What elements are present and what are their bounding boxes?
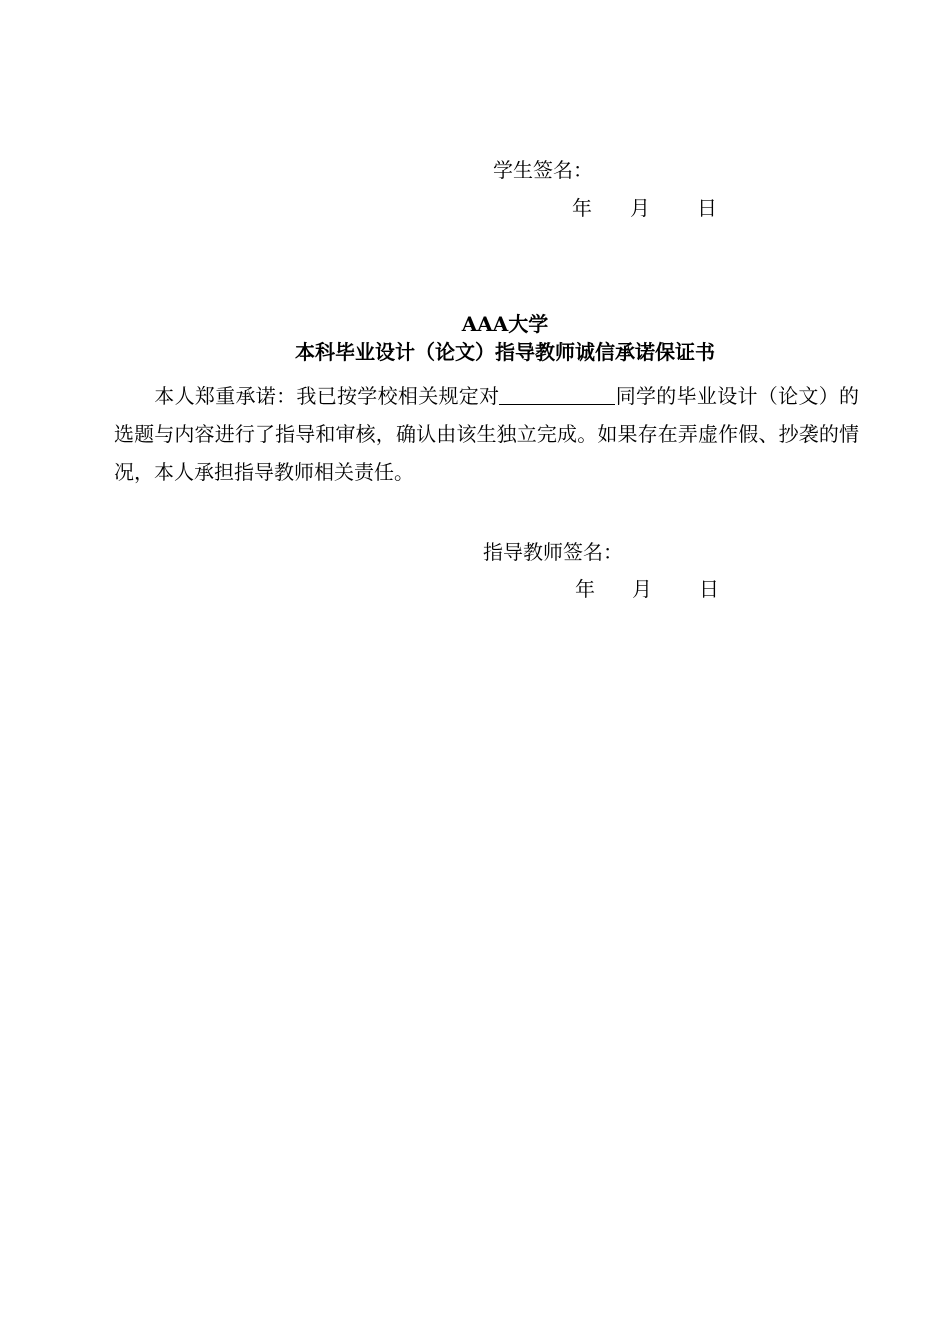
advisor-date-month: 月: [632, 577, 652, 601]
advisor-date-day: 日: [699, 577, 719, 601]
university-name: AAA大学: [461, 312, 549, 336]
student-name-blank: [499, 384, 615, 405]
student-signature-label: 学生签名：: [493, 158, 593, 182]
pledge-text-part2: 同学的毕业设计（论文）的选题与内容进行了指导和审核，确认由该生独立完成。如果存在弄虚作假、抄袭的情况，本人承担指导教师相关责任。: [114, 384, 860, 484]
pledge-text-part1: 本人郑重承诺：我已按学校相关规定对: [154, 384, 500, 408]
advisor-date-year: 年: [575, 577, 595, 601]
pledge-paragraph: [114, 377, 859, 491]
document-title: 本科毕业设计（论文）指导教师诚信承诺保证书: [295, 340, 715, 364]
student-date-day: 日: [697, 196, 717, 220]
student-date-month: 月: [630, 196, 650, 220]
student-date-year: 年: [572, 196, 592, 220]
advisor-signature-label: 指导教师签名：: [483, 540, 623, 564]
